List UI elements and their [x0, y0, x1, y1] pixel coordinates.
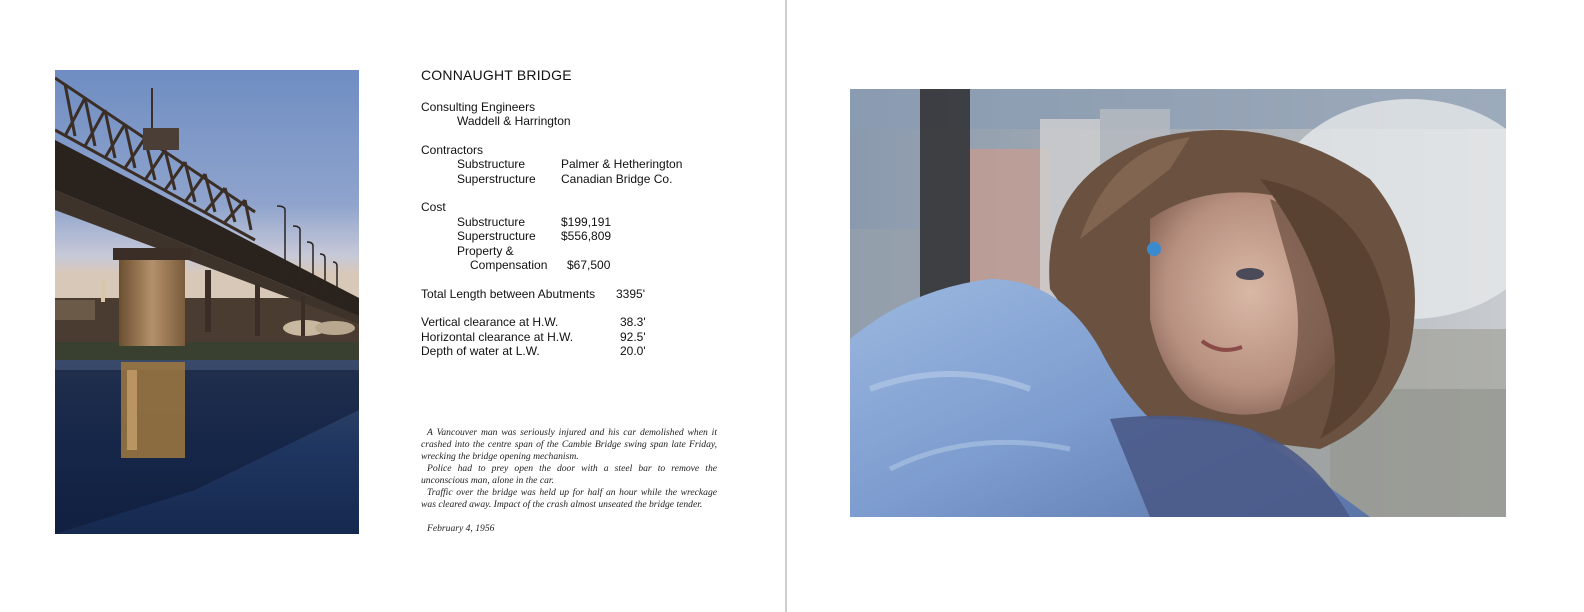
engineers-name: Waddell & Harrington [457, 114, 571, 128]
clipping-paragraph: Police had to prey open the door with a steel bar to remove the unconscious man, alone in the car. [421, 463, 717, 486]
engineers-heading: Consulting Engineers [421, 99, 536, 114]
portrait-photo [850, 89, 1506, 517]
property-line2: Compensation [470, 258, 548, 272]
contractor-row [421, 172, 761, 187]
clearance-row [421, 315, 761, 330]
total-length-value: 3395' [616, 286, 645, 301]
clearance-value: 20.0' [620, 344, 646, 358]
bridge-spec-sheet [421, 68, 761, 373]
contractor-role: Superstructure [457, 171, 536, 186]
clearance-label: Horizontal clearance at H.W. [421, 329, 574, 344]
left-page [0, 0, 785, 612]
cost-row [421, 215, 761, 230]
total-length-label: Total Length between Abutments [421, 286, 596, 301]
cost-row [421, 229, 761, 244]
clearance-value: 92.5' [620, 329, 646, 344]
clearance-label: Depth of water at L.W. [421, 344, 540, 358]
clipping-date: February 4, 1956 [427, 523, 495, 534]
cost-row [421, 258, 761, 273]
cost-section [421, 200, 761, 273]
newspaper-clipping [421, 427, 717, 535]
contractor-row [421, 157, 761, 172]
clearance-value: 38.3' [620, 315, 646, 329]
clipping-paragraph: Traffic over the bridge was held up for half an hour while the wreckage was cleared away. Impact of the crash almost unseated the bridge tender. [421, 487, 717, 510]
contractors-heading: Contractors [421, 142, 484, 157]
contractor-name: Canadian Bridge Co. [561, 171, 673, 186]
portrait-photo-art [850, 89, 1506, 517]
bridge-photo [55, 70, 359, 534]
clearance-row [421, 344, 761, 359]
cost-heading: Cost [421, 200, 446, 214]
bridge-photo-art [55, 70, 359, 534]
contractor-name: Palmer & Hetherington [561, 157, 683, 171]
clearance-label: Vertical clearance at H.W. [421, 315, 559, 329]
property-amount: $67,500 [567, 258, 611, 272]
cost-amount: $556,809 [561, 229, 612, 243]
cost-item: Substructure [457, 214, 526, 229]
clearance-row [421, 330, 761, 345]
spec-title: CONNAUGHT BRIDGE [421, 67, 572, 83]
length-section [421, 287, 761, 302]
property-line1: Property & [457, 243, 514, 258]
contractors-section [421, 143, 761, 187]
clipping-paragraph: A Vancouver man was seriously injured and his car demolished when it crashed into the centre span of the Cambie Bridge swing span late Friday, wrecking the bridge opening mechanism. [421, 427, 717, 462]
cost-row [421, 244, 761, 259]
engineers-section [421, 100, 761, 129]
cost-amount: $199,191 [561, 214, 612, 229]
clearance-section [421, 315, 761, 359]
cost-item: Superstructure [457, 229, 536, 243]
contractor-role: Substructure [457, 157, 526, 171]
